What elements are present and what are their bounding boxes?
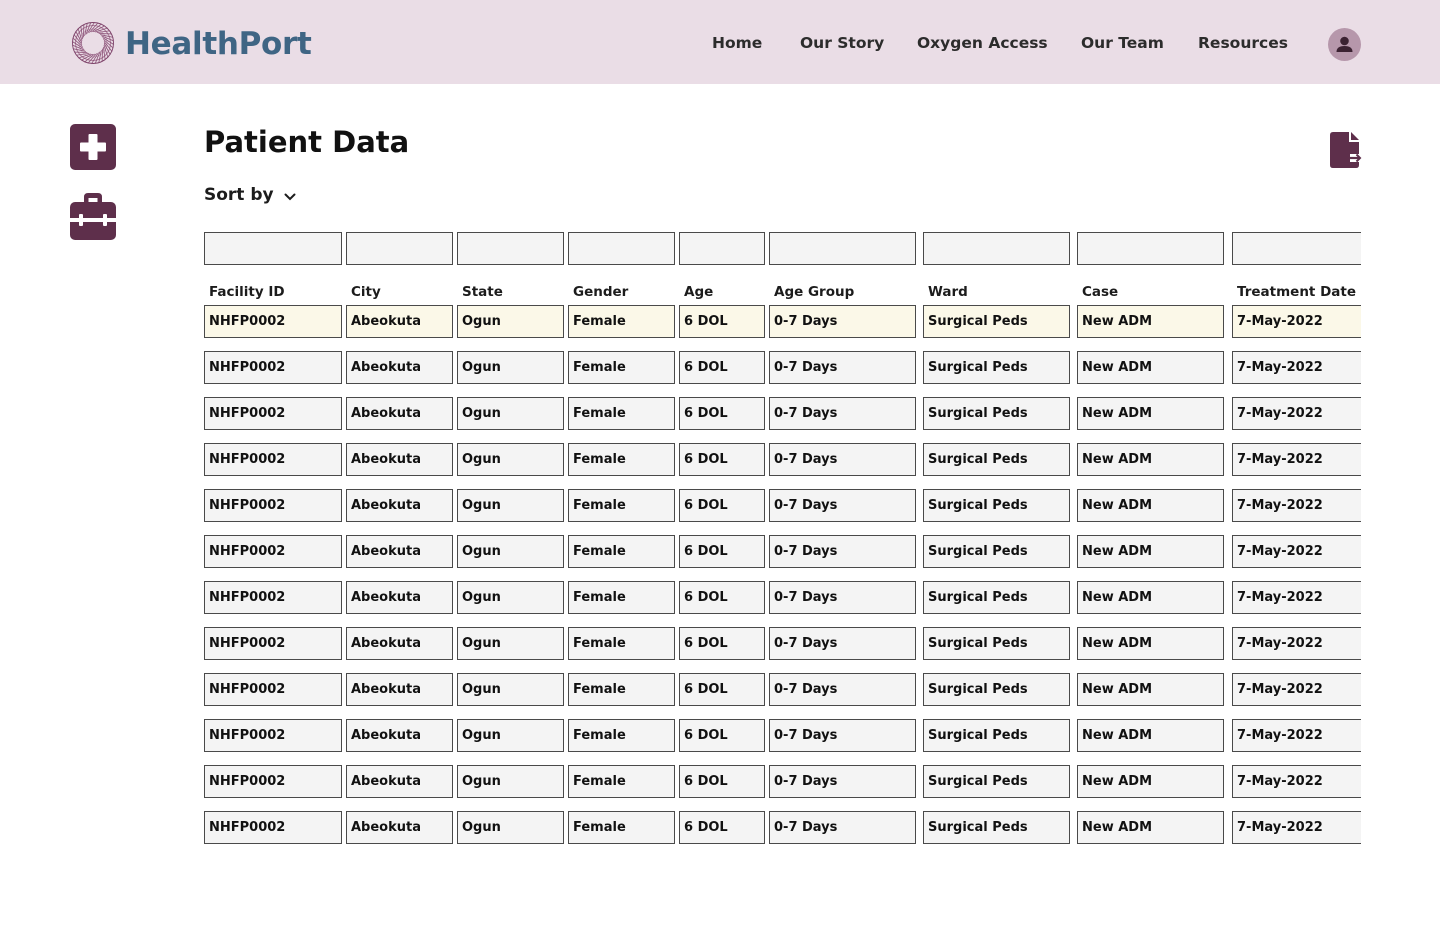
cell-city[interactable]: Abeokuta — [346, 489, 453, 522]
cell-ward[interactable]: Surgical Peds — [923, 443, 1070, 476]
cell-age[interactable]: 6 DOL — [679, 719, 765, 752]
cell-facility-id[interactable]: NHFP0002 — [204, 397, 342, 430]
cell-age-group[interactable]: 0-7 Days — [769, 811, 916, 844]
filter-case[interactable] — [1077, 232, 1224, 265]
cell-case[interactable]: New ADM — [1077, 489, 1224, 522]
nav-our-team[interactable]: Our Team — [1081, 34, 1164, 52]
cell-age-group[interactable]: 0-7 Days — [769, 397, 916, 430]
cell-gender[interactable]: Female — [568, 765, 675, 798]
cell-gender[interactable]: Female — [568, 351, 675, 384]
page-title: Patient Data — [204, 125, 410, 159]
cell-age[interactable]: 6 DOL — [679, 535, 765, 568]
cell-state[interactable]: Ogun — [457, 673, 564, 706]
cell-state[interactable]: Ogun — [457, 765, 564, 798]
column-header-case[interactable]: Case — [1082, 284, 1119, 300]
filter-input-gender[interactable] — [569, 233, 674, 264]
cell-city[interactable]: Abeokuta — [346, 719, 453, 752]
cell-facility-id[interactable]: NHFP0002 — [204, 535, 342, 568]
cell-state[interactable]: Ogun — [457, 443, 564, 476]
cell-age[interactable]: 6 DOL — [679, 811, 765, 844]
cell-state[interactable]: Ogun — [457, 719, 564, 752]
cell-city[interactable]: Abeokuta — [346, 443, 453, 476]
filter-input-city[interactable] — [347, 233, 452, 264]
cell-case[interactable]: New ADM — [1077, 719, 1224, 752]
nav-our-story[interactable]: Our Story — [800, 34, 885, 52]
cell-city[interactable]: Abeokuta — [346, 811, 453, 844]
filter-input-age-group[interactable] — [770, 233, 915, 264]
cell-age[interactable]: 6 DOL — [679, 305, 765, 338]
cell-case[interactable]: New ADM — [1077, 443, 1224, 476]
cell-facility-id[interactable]: NHFP0002 — [204, 673, 342, 706]
cell-treatment-date[interactable]: 7-May-2022 — [1232, 627, 1361, 660]
cell-city[interactable]: Abeokuta — [346, 397, 453, 430]
cell-case[interactable]: New ADM — [1077, 535, 1224, 568]
cell-ward[interactable]: Surgical Peds — [923, 489, 1070, 522]
filter-facility-id[interactable] — [204, 232, 342, 265]
column-header-facility-id[interactable]: Facility ID — [209, 284, 285, 300]
cell-gender[interactable]: Female — [568, 305, 675, 338]
cell-age[interactable]: 6 DOL — [679, 627, 765, 660]
column-header-gender[interactable]: Gender — [573, 284, 629, 300]
cell-ward[interactable]: Surgical Peds — [923, 305, 1070, 338]
cell-treatment-date[interactable]: 7-May-2022 — [1232, 811, 1361, 844]
brand-name[interactable]: HealthPort — [125, 26, 312, 62]
patient-data-table — [204, 232, 1361, 852]
cell-age-group[interactable]: 0-7 Days — [769, 719, 916, 752]
cell-facility-id[interactable]: NHFP0002 — [204, 765, 342, 798]
cell-facility-id[interactable]: NHFP0002 — [204, 811, 342, 844]
column-header-ward[interactable]: Ward — [928, 284, 968, 300]
cell-case[interactable]: New ADM — [1077, 765, 1224, 798]
top-navigation-bar — [0, 0, 1440, 84]
cell-gender[interactable]: Female — [568, 719, 675, 752]
cell-gender[interactable]: Female — [568, 673, 675, 706]
cell-treatment-date[interactable]: 7-May-2022 — [1232, 443, 1361, 476]
cell-gender[interactable]: Female — [568, 443, 675, 476]
sort-by-label: Sort by — [204, 185, 274, 205]
cell-gender[interactable]: Female — [568, 489, 675, 522]
filter-treatment-date[interactable] — [1232, 232, 1361, 265]
cell-state[interactable]: Ogun — [457, 351, 564, 384]
cell-state[interactable]: Ogun — [457, 535, 564, 568]
cell-ward[interactable]: Surgical Peds — [923, 397, 1070, 430]
cell-ward[interactable]: Surgical Peds — [923, 719, 1070, 752]
cell-treatment-date[interactable]: 7-May-2022 — [1232, 305, 1361, 338]
cell-ward[interactable]: Surgical Peds — [923, 535, 1070, 568]
filter-age[interactable] — [679, 232, 765, 265]
cell-treatment-date[interactable]: 7-May-2022 — [1232, 765, 1361, 798]
cell-state[interactable]: Ogun — [457, 581, 564, 614]
filter-ward[interactable] — [923, 232, 1070, 265]
cell-age-group[interactable]: 0-7 Days — [769, 535, 916, 568]
cell-city[interactable]: Abeokuta — [346, 305, 453, 338]
medical-cross-icon[interactable] — [70, 124, 116, 170]
filter-city[interactable] — [346, 232, 453, 265]
cell-ward[interactable]: Surgical Peds — [923, 811, 1070, 844]
cell-gender[interactable]: Female — [568, 397, 675, 430]
filter-input-facility-id[interactable] — [205, 233, 341, 264]
column-header-age-group[interactable]: Age Group — [774, 284, 855, 300]
cell-facility-id[interactable]: NHFP0002 — [204, 443, 342, 476]
cell-ward[interactable]: Surgical Peds — [923, 765, 1070, 798]
cell-treatment-date[interactable]: 7-May-2022 — [1232, 719, 1361, 752]
chevron-down-icon — [284, 193, 296, 201]
cell-treatment-date[interactable]: 7-May-2022 — [1232, 673, 1361, 706]
column-header-state[interactable]: State — [462, 284, 503, 300]
filter-input-state[interactable] — [458, 233, 563, 264]
cell-age-group[interactable]: 0-7 Days — [769, 489, 916, 522]
nav-oxygen-access[interactable]: Oxygen Access — [917, 34, 1048, 52]
cell-gender[interactable]: Female — [568, 627, 675, 660]
cell-city[interactable]: Abeokuta — [346, 351, 453, 384]
cell-ward[interactable]: Surgical Peds — [923, 627, 1070, 660]
cell-facility-id[interactable]: NHFP0002 — [204, 489, 342, 522]
cell-age[interactable]: 6 DOL — [679, 765, 765, 798]
cell-age-group[interactable]: 0-7 Days — [769, 305, 916, 338]
cell-case[interactable]: New ADM — [1077, 673, 1224, 706]
cell-gender[interactable]: Female — [568, 535, 675, 568]
cell-state[interactable]: Ogun — [457, 811, 564, 844]
cell-age-group[interactable]: 0-7 Days — [769, 673, 916, 706]
cell-city[interactable]: Abeokuta — [346, 535, 453, 568]
cell-city[interactable]: Abeokuta — [346, 627, 453, 660]
healthport-logo-icon[interactable] — [71, 21, 115, 65]
column-header-city[interactable]: City — [351, 284, 381, 300]
cell-age-group[interactable]: 0-7 Days — [769, 581, 916, 614]
cell-age-group[interactable]: 0-7 Days — [769, 351, 916, 384]
file-export-icon[interactable] — [1330, 132, 1362, 168]
cell-age-group[interactable]: 0-7 Days — [769, 443, 916, 476]
cell-treatment-date[interactable]: 7-May-2022 — [1232, 489, 1361, 522]
filter-input-case[interactable] — [1078, 233, 1223, 264]
cell-age[interactable]: 6 DOL — [679, 351, 765, 384]
filter-input-treatment-date[interactable] — [1233, 233, 1361, 264]
cell-state[interactable]: Ogun — [457, 489, 564, 522]
cell-gender[interactable]: Female — [568, 581, 675, 614]
cell-age[interactable]: 6 DOL — [679, 489, 765, 522]
cell-facility-id[interactable]: NHFP0002 — [204, 351, 342, 384]
cell-treatment-date[interactable]: 7-May-2022 — [1232, 535, 1361, 568]
cell-treatment-date[interactable]: 7-May-2022 — [1232, 397, 1361, 430]
cell-state[interactable]: Ogun — [457, 397, 564, 430]
nav-resources[interactable]: Resources — [1198, 34, 1288, 52]
cell-case[interactable]: New ADM — [1077, 305, 1224, 338]
cell-age[interactable]: 6 DOL — [679, 581, 765, 614]
cell-ward[interactable]: Surgical Peds — [923, 581, 1070, 614]
cell-facility-id[interactable]: NHFP0002 — [204, 627, 342, 660]
cell-case[interactable]: New ADM — [1077, 351, 1224, 384]
filter-input-ward[interactable] — [924, 233, 1069, 264]
filter-age-group[interactable] — [769, 232, 916, 265]
cell-case[interactable]: New ADM — [1077, 397, 1224, 430]
column-header-treatment-date[interactable]: Treatment Date — [1237, 284, 1357, 300]
cell-facility-id[interactable]: NHFP0002 — [204, 719, 342, 752]
cell-age[interactable]: 6 DOL — [679, 397, 765, 430]
cell-city[interactable]: Abeokuta — [346, 581, 453, 614]
medical-kit-icon[interactable] — [70, 192, 116, 240]
cell-city[interactable]: Abeokuta — [346, 673, 453, 706]
cell-case[interactable]: New ADM — [1077, 811, 1224, 844]
cell-ward[interactable]: Surgical Peds — [923, 351, 1070, 384]
sort-by-dropdown[interactable] — [204, 183, 296, 207]
cell-treatment-date[interactable]: 7-May-2022 — [1232, 581, 1361, 614]
cell-age[interactable]: 6 DOL — [679, 443, 765, 476]
cell-age-group[interactable]: 0-7 Days — [769, 627, 916, 660]
cell-case[interactable]: New ADM — [1077, 581, 1224, 614]
cell-case[interactable]: New ADM — [1077, 627, 1224, 660]
filter-state[interactable] — [457, 232, 564, 265]
avatar[interactable] — [1328, 28, 1361, 61]
cell-facility-id[interactable]: NHFP0002 — [204, 581, 342, 614]
cell-gender[interactable]: Female — [568, 811, 675, 844]
column-header-age[interactable]: Age — [684, 284, 714, 300]
user-icon — [1328, 28, 1361, 61]
filter-gender[interactable] — [568, 232, 675, 265]
cell-age-group[interactable]: 0-7 Days — [769, 765, 916, 798]
cell-treatment-date[interactable]: 7-May-2022 — [1232, 351, 1361, 384]
cell-city[interactable]: Abeokuta — [346, 765, 453, 798]
cell-age[interactable]: 6 DOL — [679, 673, 765, 706]
cell-ward[interactable]: Surgical Peds — [923, 673, 1070, 706]
nav-home[interactable]: Home — [712, 34, 763, 52]
cell-state[interactable]: Ogun — [457, 627, 564, 660]
filter-input-age[interactable] — [680, 233, 764, 264]
cell-state[interactable]: Ogun — [457, 305, 564, 338]
cell-facility-id[interactable]: NHFP0002 — [204, 305, 342, 338]
